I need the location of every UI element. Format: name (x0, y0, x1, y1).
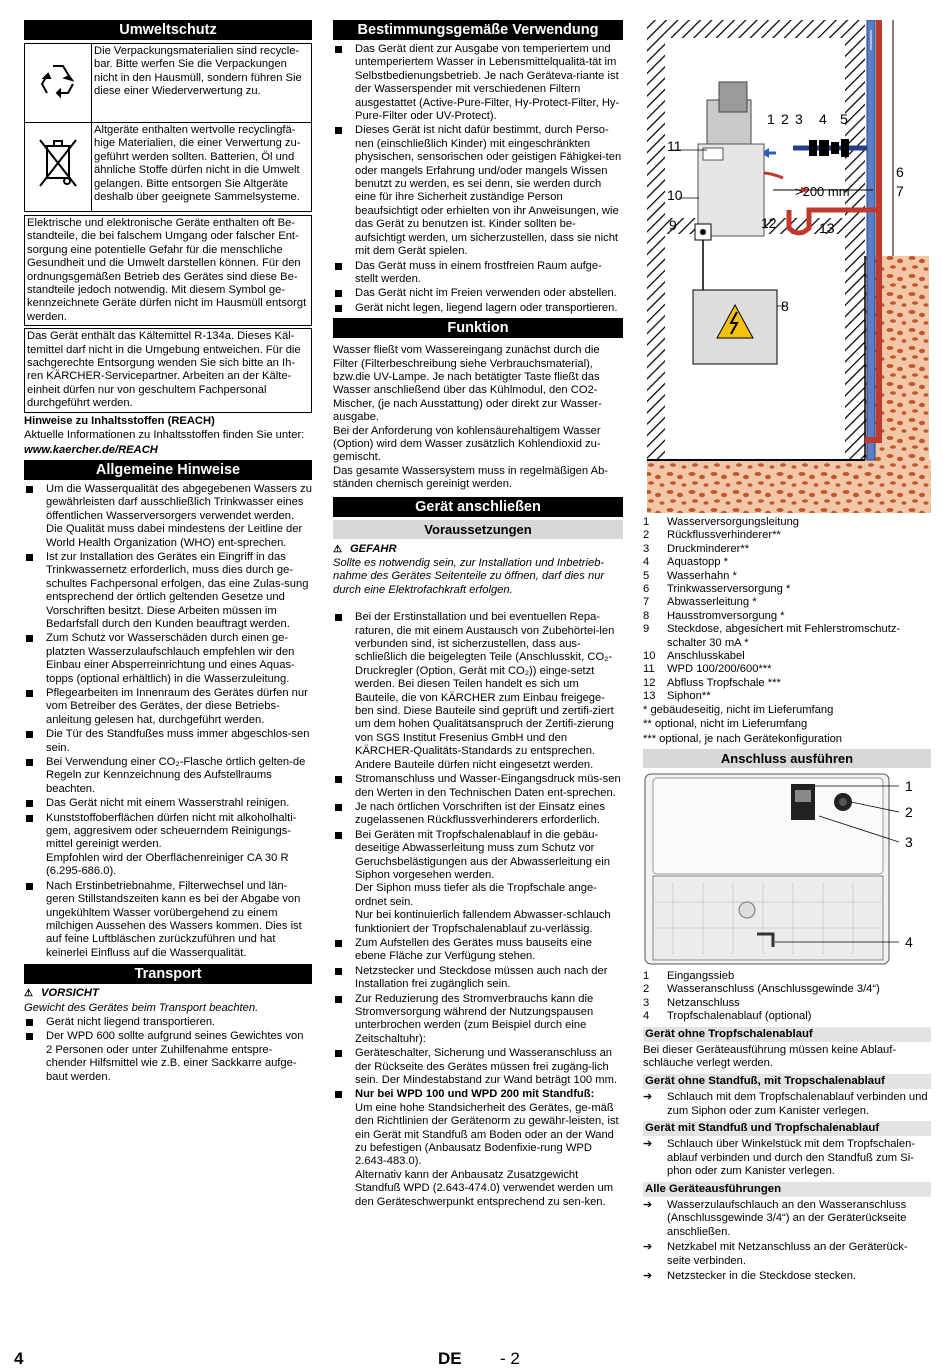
installation-diagram (643, 20, 931, 513)
diagram-label: 13 (819, 220, 835, 236)
legend-notes (643, 704, 931, 746)
legend-item: 2 Wasseranschluss (Anschlussgewinde 3/4“) (643, 983, 880, 996)
list-item: Zur Reduzierung des Stromverbrauchs kann die Stromversorgung während der Nutzungspausen unterbrochen werden (zum Beispiel durch eine Zeitschaltuhr): (333, 993, 623, 1047)
stand-list (333, 1088, 623, 1209)
diagram-label: 7 (896, 183, 904, 199)
legend-note: *** optional, je nach Gerätekonfiguration (643, 732, 843, 745)
list-item: Je nach örtlichen Vorschriften ist der Einsatz eines zugelassenen Rückflussverhinderers erforderlich. (333, 801, 623, 828)
list-item: ➔ Schlauch über Winkelstück mit dem Tropfschalen-ablauf verbinden und durch den Standfuß zum Si-phon oder zum Kanister verlegen. (643, 1138, 931, 1178)
list-item: ➔ Netzstecker in die Steckdose stecken. (643, 1270, 931, 1283)
list-item: Bei der Erstinstallation und bei eventuellen Repa-raturen, die mit einem Austausch von Zubehörtei-len verbunden sind, ist sicherzustellen, dass aus-schließlich die beigelegten Teile (Anschlusskit, CO₂-Druckregler (Option, Gerät mit CO₂)) einge-setzt werden. Bei diesen Teilen handelt es sich um Bauteile, die von KÄRCHER zum Einbau freigege-ben sind. Diese Bauteile sind geprüft und zertifi-ziert um dem hohen Qualitätsanspruch der Zertifi-zierung von SGS Institut Fresenius GmbH und den KÄRCHER-Qualitäts-Standards zu entsprechen. Andere Bauteile dürfen nicht eingesetzt werden. (333, 611, 623, 772)
legend-item: 9 Steckdose, abgesichert mit Fehlerstromschutz-schalter 30 mA * (643, 623, 901, 649)
recycling-icon (25, 44, 92, 123)
legend-note: * gebäudeseitig, nicht im Lieferumfang (643, 703, 834, 716)
legend-note: ** optional, nicht im Lieferumfang (643, 718, 808, 731)
legend-item: 11 WPD 100/200/600*** (643, 663, 772, 676)
diagram-legend (643, 516, 931, 704)
photo-legend (643, 970, 931, 1024)
list-item: Gerät nicht liegend transportieren. (24, 1016, 312, 1029)
section-title-general: Allgemeine Hinweise (24, 460, 312, 480)
list-item: Das Gerät nicht im Freien verwenden oder abstellen. (333, 287, 623, 300)
subsection-text: Bei dieser Geräteausführung müssen keine Ablauf-schläuche verlegt werden. (643, 1043, 897, 1070)
section-title-function: Funktion (333, 318, 623, 338)
legend-item: 12 Abfluss Tropfschale *** (643, 676, 781, 689)
list-item: Das Gerät nicht mit einem Wasserstrahl reinigen. (24, 797, 312, 810)
list-item: Nur bei WPD 100 und WPD 200 mit Standfuß: Um eine hohe Standsicherheit des Gerätes, ge-mäß den Richtlinien der Gerätenorm zu gewähr-leisten, ist ein Gerät mit Standfuß am Boden oder an der Wand zu befestigen (Anbausatz Bodenfixie-rung WPD 2.643-483.0). Alternativ kann der Anbausatz Zusatzgewicht Standfuß WPD (2.643-474.0) verwendet werden um den Geräteschwerpunkt entsprechend zu sen-ken. (333, 1088, 623, 1209)
list-item: Zum Schutz vor Wasserschäden durch einen ge-platzten Wasserzulaufschlauch empfehlen wir den Einbau einer Absperreinrichtung und eines Aquas-topps (optional erhältlich) in die Wasserzuleitung. (24, 632, 312, 686)
general-list (24, 483, 312, 960)
list-item: Bei Geräten mit Tropfschalenablauf in die gebäu-deseitige Abwasserleitung muss zum Schutz vor Geruchsbelästigungen aus der Abwasserleitung ein Siphon vorgesehen werden. Der Siphon muss tiefer als die Tropfschale ange-ordnet sein. Nur bei kontinuierlich fallendem Abwasser-schlauch funktioniert der Tropfschalenablauf zu-verlässig. (333, 829, 623, 936)
list-item: Nach Erstinbetriebnahme, Filterwechsel und län-geren Stillstandszeiten kann es bei der Abgabe von ungekühltem Wasser vorübergehend zu einem milchigen Aussehen des Wassers kommen. Dies ist auf feine Luftbläschen zurückzuführen und hat keinerlei Einfluss auf die Wasserqualität. (24, 880, 312, 960)
transport-warning: ⚠ VORSICHT (24, 987, 99, 1000)
environment-table (24, 43, 312, 212)
diagram-label: 2 (781, 111, 789, 127)
diagram-label: 9 (669, 217, 677, 233)
reach-link[interactable]: www.kaercher.de/REACH (24, 443, 158, 456)
step-list (643, 1199, 931, 1283)
photo-label: 1 (905, 777, 913, 794)
legend-item: 1 Wasserversorgungsleitung (643, 516, 800, 528)
step-list (643, 1138, 931, 1178)
list-item: Ist zur Installation des Gerätes ein Eingriff in das Trinkwassernetz erforderlich, muss dies durch ge-schultes Fachpersonal erfolgen, das eine Zulas-sung entsprechend der örtlich geltenden Gesetze und Vorschriften besitzt. Diese Arbeiten müssen im Bedarfsfall durch den Kunden beauftragt werden. (24, 551, 312, 631)
use-list (333, 43, 623, 315)
list-item: Um die Wasserqualität des abgegebenen Wassers zu gewährleisten darf ausschließlich Trinkwasser eines öffentlichen Wasserversorgers verwendet werden. Die Qualität muss dabei mindestens der Leitline der World Health Organization (WHO) ent-sprechen. (24, 483, 312, 550)
list-item: Gerät nicht legen, liegend lagern oder transportieren. (333, 302, 623, 315)
list-item: Stromanschluss und Wasser-Eingangsdruck müs-sen den Werten in den Technischen Daten ent-sprechen. (333, 773, 623, 800)
warning-icon: ⚠ (333, 543, 342, 555)
list-item: Kunststoffoberflächen dürfen nicht mit alkoholhalti-gem, aggresivem oder scheuerndem Reinigungs-mittel gereinigt werden. Empfohlen wird der Oberflächenreiniger CA 30 R (6.295-686.0). (24, 812, 312, 879)
reach-text: Aktuelle Informationen zu Inhaltsstoffen finden Sie unter: (24, 429, 305, 442)
photo-label: 3 (905, 833, 913, 850)
diagram-label: 6 (896, 164, 904, 180)
transport-warning-text: Gewicht des Gerätes beim Transport beachten. (24, 1001, 259, 1014)
env-row-text: Altgeräte enthalten wertvolle recyclingfä-hige Materialien, die einer Verwertung zu-geführt werden sollten. Batterien, Öl und ähnliche Stoffe dürfen nicht in die Umwelt gelangen. Bitte entsorgen Sie Altgeräte deshalb über geeignete Sammelsysteme. (92, 123, 312, 212)
diagram-label: 8 (781, 298, 789, 314)
photo-label: 2 (905, 803, 913, 820)
transport-list (24, 1016, 312, 1084)
column-right (643, 20, 931, 1285)
list-item: ➔ Schlauch mit dem Tropfschalenablauf verbinden und zum Siphon oder zum Kanister verlegen. (643, 1091, 931, 1118)
diagram-label: 4 (819, 111, 827, 127)
list-item: Der WPD 600 sollte aufgrund seines Gewichtes von 2 Personen oder unter Zuhilfenahme entspre-chender Hilfsmittel wie z.B. einer Sackkarre aufge-baut werden. (24, 1030, 312, 1084)
list-item: Die Tür des Standfußes muss immer abgeschlos-sen sein. (24, 728, 312, 755)
subsection-title: Gerät mit Standfuß und Tropfschalenablauf (643, 1121, 931, 1136)
list-item: Das Gerät muss in einem frostfreien Raum aufge-stellt werden. (333, 260, 623, 287)
legend-item: 6 Trinkwasserversorgung * (643, 583, 791, 596)
connection-photo (643, 772, 931, 967)
legend-item: 5 Wasserhahn * (643, 569, 737, 582)
warning-icon: ⚠ (24, 988, 33, 1000)
legend-item: 8 Hausstromversorgung * (643, 609, 785, 622)
subsection-title: Gerät ohne Tropfschalenablauf (643, 1027, 931, 1042)
env-electrical-text: Elektrische und elektronische Geräte enthalten oft Be-standteile, die bei falschem Umgang oder falscher Ent-sorgung eine potentielle Gefahr für die menschliche Gesundheit und die Umwelt darstellen können. Für den ordnungsgemäßen Betrieb des Gerätes sind diese Be-standteile jedoch notwendig. Mit diesem Symbol ge-kennzeichnete Geräte dürfen nicht im Hausmüll entsorgt werden. (24, 215, 312, 326)
list-item: Zum Aufstellen des Gerätes muss bauseits eine ebene Fläche zur Verfügung stehen. (333, 937, 623, 964)
step-list (643, 1091, 931, 1118)
env-refrigerant-text: Das Gerät enthält das Kältemittel R-134a. Dieses Käl-temittel darf nicht in die Umgebung entweichen. Für die sachgerechte Entsorgung wenden Sie sich bitte an Ih-ren KÄRCHER-Servicepartner. Arbeiten an der Kälte-einheit dürfen nur von geschultem Fachpersonal durchgeführt werden. (24, 328, 312, 412)
photo-label: 4 (905, 933, 913, 950)
danger-heading: ⚠ GEFAHR (333, 542, 397, 555)
prerequisites-list (333, 611, 623, 1087)
section-title-transport: Transport (24, 964, 312, 984)
list-item: Pflegearbeiten im Innenraum des Gerätes dürfen nur vom Betreiber des Gerätes, der diese Betriebs-anleitung gelesen hat, durchgeführt werden. (24, 687, 312, 727)
column-middle (333, 20, 623, 1210)
list-item: Das Gerät dient zur Ausgabe von temperiertem und untemperiertem Wasser in Lebensmittelqualitä-tät im Selbstbedienungsbetrieb. Je nach Geräteva-riante ist der Wasserspender mit verschiedenen Filtern ausgestattet (Active-Pure-Filter, Hy-Protect-Filter, Hy-Pure-Filter oder UV-Protect). (333, 43, 623, 123)
legend-item: 7 Abwasserleitung * (643, 596, 757, 609)
distance-label: >200 mm (795, 184, 850, 199)
list-item: Bei Verwendung einer CO₂-Flasche örtlich gelten-de Regeln zur Kennzeichnung des Aufstellraums beachten. (24, 756, 312, 796)
language-code: DE (438, 1349, 462, 1368)
diagram-label: 3 (795, 111, 803, 127)
section-title-prerequisites: Voraussetzungen (333, 520, 623, 539)
legend-item: 10 Anschlusskabel (643, 650, 745, 663)
list-item: Netzstecker und Steckdose müssen auch nach der Installation frei zugänglich sein. (333, 965, 623, 992)
page-number-left: 4 (14, 1349, 24, 1368)
function-text: Wasser fließt vom Wassereingang zunächst durch die Filter (Filterbeschreibung siehe Verbrauchsmaterial), bzw.die UV-Lampe. Je nach betätigter Taste fließt das Wasser anschließend über das Kühlmodul, den CO2-Mischer, (je nach Ausstattung) oder direkt zur Wasser-ausgabe. Bei der Anforderung von kohlensäurehaltigem Wasser (Option) wird dem Wasser zusätzlich Kohlendioxid zu-gemischt. Das gesamte Wassersystem muss in regelmäßigen Ab-ständen chemisch gereinigt werden. (333, 344, 609, 491)
diagram-label: 12 (761, 215, 777, 231)
column-left (24, 20, 312, 1085)
crossed-bin-icon (25, 123, 92, 212)
reach-title: Hinweise zu Inhaltsstoffen (REACH) (24, 414, 215, 427)
section-title-connect: Gerät anschließen (333, 497, 623, 517)
diagram-label: 10 (667, 187, 683, 203)
diagram-label: 11 (667, 138, 682, 154)
legend-item: 3 Druckminderer** (643, 542, 750, 555)
subsection-title: Alle Geräteausführungen (643, 1182, 931, 1197)
legend-item: 4 Tropfschalenablauf (optional) (643, 1010, 812, 1023)
list-item: ➔ Wasserzulaufschlauch an den Wasseranschluss (Anschlussgewinde 3/4“) an der Geräterückseite anschließen. (643, 1199, 931, 1239)
legend-item: 2 Rückflussverhinderer** (643, 529, 781, 542)
legend-item: 1 Eingangssieb (643, 969, 735, 982)
section-title-environment: Umweltschutz (24, 20, 312, 40)
subsection-title: Gerät ohne Standfuß, mit Tropschalenablauf (643, 1074, 931, 1089)
section-title-execute: Anschluss ausführen (643, 749, 931, 768)
env-row-text: Die Verpackungsmaterialien sind recycle-bar. Bitte werfen Sie die Verpackungen nicht in den Hausmüll, sondern führen Sie diese einer Wiederverwertung zu. (92, 44, 312, 123)
diagram-label: 5 (840, 111, 848, 127)
page-number-right: - 2 (500, 1349, 520, 1368)
list-item: Dieses Gerät ist nicht dafür bestimmt, durch Perso-nen (einschließlich Kinder) mit eingeschränkten physischen, sensorischen oder geistigen Fähigkei-ten oder mangels Erfahrung und/oder mangels Wissen benutzt zu werden, es sei denn, sie werden durch eine für ihre Sicherheit zuständige Person beaufsichtigt oder erhielten von ihr Anweisungen, wie das Gerät zu benutzen ist. Kinder sollten be-aufsichtigt werden, um sicherzustellen, dass sie nicht mit dem Gerät spielen. (333, 124, 623, 258)
legend-item: 4 Aquastopp * (643, 556, 728, 569)
legend-item: 13 Siphon** (643, 690, 711, 703)
legend-item: 3 Netzanschluss (643, 996, 740, 1009)
list-item: Geräteschalter, Sicherung und Wasseranschluss an der Rückseite des Gerätes müssen frei zugäng-lich sein. Der Mindestabstand zur Wand beträgt 100 mm. (333, 1047, 623, 1087)
diagram-label: 1 (767, 111, 775, 127)
danger-text: Sollte es notwendig sein, zur Installation und Inbetrieb-nahme des Gerätes Seitenteile zu öffnen, darf dies nur durch eine Elektrofachkraft erfolgen. (333, 557, 605, 596)
section-title-use: Bestimmungsgemäße Verwendung (333, 20, 623, 40)
list-item: ➔ Netzkabel mit Netzanschluss an der Geräterück-seite verbinden. (643, 1241, 931, 1268)
